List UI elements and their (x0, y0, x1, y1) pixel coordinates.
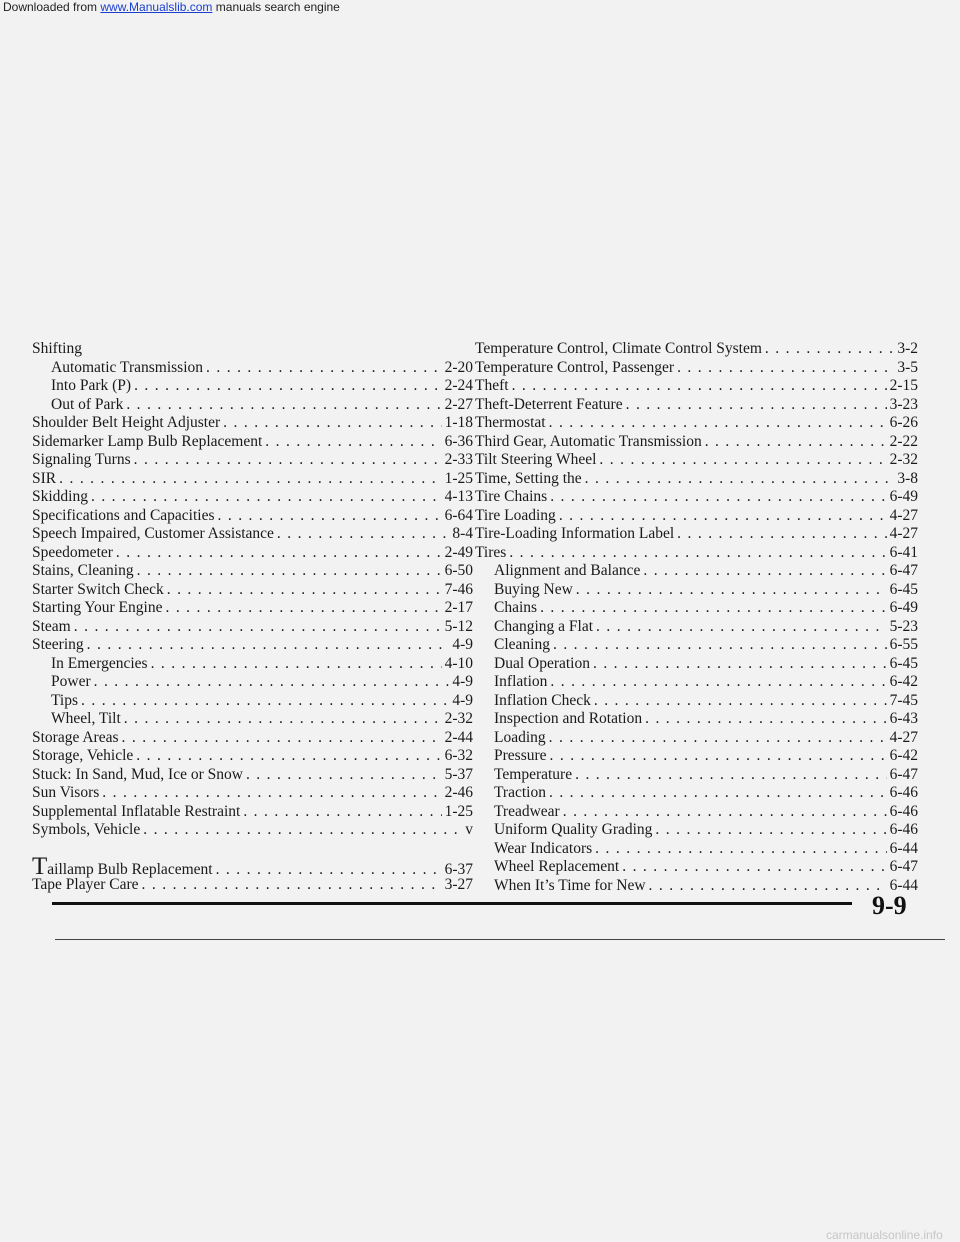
entry-label: Tips (51, 691, 79, 709)
dot-leader (765, 340, 894, 359)
dot-leader (585, 470, 895, 489)
page-reference: 4-9 (452, 673, 473, 690)
page-reference: 6-47 (889, 562, 918, 579)
index-entry (32, 803, 473, 822)
index-subentry (475, 636, 918, 655)
page-reference: v (465, 821, 473, 838)
dot-leader (550, 488, 886, 507)
page-reference: 6-42 (889, 747, 918, 764)
header-suffix: manuals search engine (212, 0, 340, 14)
entry-label: Traction (494, 784, 546, 801)
dot-leader (550, 673, 886, 692)
entry-label: Temperature Control, Passenger (475, 358, 675, 376)
index-entry (475, 414, 918, 433)
entry-label: Tilt Steering Wheel (475, 451, 597, 468)
manualslib-link[interactable]: www.Manualslib.com (100, 0, 213, 14)
page-reference: 1-18 (444, 414, 473, 431)
entry-label: Starter Switch Check (32, 580, 164, 598)
entry-label: Storage, Vehicle (32, 747, 134, 764)
dot-leader (549, 729, 887, 748)
page-reference: 3-5 (897, 358, 918, 376)
page-reference: 6-26 (889, 414, 918, 431)
page-reference: 4-9 (452, 691, 473, 709)
index-entry (475, 507, 918, 526)
entry-label: Tires (475, 543, 507, 561)
index-heading (32, 340, 473, 359)
dot-leader (122, 729, 442, 748)
dot-leader (126, 396, 441, 415)
dot-leader (553, 636, 887, 655)
page-reference: 3-8 (897, 469, 918, 487)
index-subentry (32, 359, 473, 378)
index-subentry (32, 710, 473, 729)
dot-leader (81, 692, 449, 711)
dot-leader (124, 710, 442, 729)
index-entry (32, 766, 473, 785)
page-reference: 6-45 (889, 580, 918, 598)
entry-label: Wear Indicators (494, 839, 593, 857)
dot-leader (94, 673, 450, 692)
header-prefix: Downloaded from (3, 0, 101, 14)
index-column-right (475, 340, 918, 895)
index-entry (475, 359, 918, 378)
index-subentry (475, 599, 918, 618)
entry-label-text: aillamp Bulb Replacement (47, 860, 213, 878)
index-subentry (475, 877, 918, 896)
entry-label: Third Gear, Automatic Transmission (475, 432, 702, 450)
index-subentry (32, 396, 473, 415)
dot-leader (265, 433, 441, 452)
footer-rule-thin (55, 939, 945, 940)
entry-label: Stains, Cleaning (32, 562, 134, 579)
page-reference: 6-47 (889, 858, 918, 875)
index-entry (32, 784, 473, 803)
entry-label: Specifications and Capacities (32, 506, 215, 524)
index-subentry (32, 673, 473, 692)
footer-watermark: carmanualsonline.info (826, 1228, 943, 1242)
page-reference: 5-12 (444, 617, 473, 635)
entry-label: Loading (494, 728, 546, 746)
page-reference: 2-27 (444, 395, 473, 413)
page-reference: 3-27 (444, 876, 473, 893)
page-reference: 4-27 (889, 728, 918, 746)
dot-leader (134, 377, 442, 396)
index-subentry (32, 377, 473, 396)
dot-leader (87, 636, 450, 655)
index-entry (32, 414, 473, 433)
page-reference: 2-32 (444, 710, 473, 727)
page-reference: 2-22 (889, 432, 918, 450)
entry-label: Theft (475, 377, 509, 394)
page-reference: 8-4 (452, 525, 473, 542)
entry-label: Skidding (32, 488, 88, 505)
dot-leader (243, 803, 441, 822)
entry-label: Starting Your Engine (32, 599, 163, 616)
index-entry (32, 852, 473, 880)
index-subentry (475, 840, 918, 859)
page-reference: 2-24 (444, 377, 473, 394)
index-entry (32, 581, 473, 600)
page-reference: 6-45 (889, 654, 918, 672)
dot-leader (137, 562, 442, 581)
entry-label: Treadwear (494, 802, 560, 820)
page-reference: 6-41 (889, 543, 918, 561)
entry-label: Alignment and Balance (494, 562, 641, 579)
page-reference: 4-27 (889, 525, 918, 542)
entry-label: Symbols, Vehicle (32, 821, 141, 838)
index-entry (32, 433, 473, 452)
dot-leader (512, 377, 887, 396)
page-reference: 6-36 (444, 432, 473, 450)
index-subentry (475, 618, 918, 637)
index-entry (475, 488, 918, 507)
dot-leader (143, 821, 462, 840)
footer-rule-thick (52, 902, 852, 905)
dot-leader (705, 433, 887, 452)
entry-label: Out of Park (51, 395, 124, 413)
dot-leader (550, 747, 887, 766)
dot-leader (575, 766, 886, 785)
page-reference: 7-45 (889, 691, 918, 709)
dot-leader (509, 544, 886, 563)
index-entry (32, 488, 473, 507)
dot-leader (626, 396, 887, 415)
page-reference: 1-25 (444, 802, 473, 820)
index-entry (475, 377, 918, 396)
entry-label: Wheel, Tilt (51, 710, 121, 727)
page-reference: 4-10 (444, 654, 473, 672)
page-reference: 6-32 (444, 747, 473, 764)
dot-leader (74, 618, 442, 637)
entry-label: Tape Player Care (32, 876, 139, 893)
entry-label: SIR (32, 469, 57, 487)
entry-label: Signaling Turns (32, 451, 131, 468)
index-subentry (475, 803, 918, 822)
dot-leader (277, 525, 449, 544)
dot-leader (165, 599, 441, 618)
index-entry (475, 340, 918, 359)
index-entry (32, 636, 473, 655)
page-reference: 2-49 (444, 543, 473, 561)
entry-label: Changing a Flat (494, 617, 594, 635)
page-reference: 6-43 (889, 710, 918, 727)
index-subentry (475, 692, 918, 711)
entry-label: When It’s Time for New (494, 876, 646, 894)
index-entry (32, 821, 473, 840)
entry-label: Sidemarker Lamp Bulb Replacement (32, 432, 263, 450)
entry-label: Inflation (494, 673, 548, 690)
dot-leader (136, 747, 441, 766)
index-subentry (475, 821, 918, 840)
page-reference: 2-32 (889, 451, 918, 468)
entry-label: Speedometer (32, 543, 113, 561)
index-subentry (475, 673, 918, 692)
entry-label: Chains (494, 599, 538, 616)
index-entry (32, 876, 473, 895)
dot-leader (677, 359, 894, 378)
page-reference: 2-46 (444, 784, 473, 801)
entry-label: Pressure (494, 747, 547, 764)
dot-leader (596, 618, 887, 637)
page-reference: 3-23 (889, 395, 918, 413)
index-entry (475, 433, 918, 452)
index-subentry (475, 784, 918, 803)
index-entry (32, 507, 473, 526)
page-reference: 6-46 (889, 802, 918, 820)
dot-leader (655, 821, 886, 840)
entry-label: Automatic Transmission (51, 358, 204, 376)
index-entry (32, 618, 473, 637)
index-subentry (475, 729, 918, 748)
index-entry (32, 562, 473, 581)
index-entry (32, 470, 473, 489)
page-reference: 6-49 (889, 599, 918, 616)
page-reference: 2-44 (444, 728, 473, 746)
entry-label: Stuck: In Sand, Mud, Ice or Snow (32, 765, 243, 783)
dot-leader (549, 784, 887, 803)
index-subentry (32, 655, 473, 674)
index-entry (32, 747, 473, 766)
dot-leader (134, 451, 442, 470)
index-entry (475, 470, 918, 489)
page-reference: 1-25 (444, 469, 473, 487)
page-reference: 6-64 (444, 506, 473, 524)
dot-leader (622, 858, 886, 877)
entry-label: Dual Operation (494, 654, 590, 672)
entry-label: Inflation Check (494, 691, 591, 709)
entry-label: Inspection and Rotation (494, 710, 643, 727)
page-reference: 6-42 (889, 673, 918, 690)
entry-label: Speech Impaired, Customer Assistance (32, 525, 274, 542)
entry-label: Temperature Control, Climate Control System (475, 340, 762, 357)
index-entry (32, 544, 473, 563)
index-entry (475, 451, 918, 470)
dot-leader (595, 840, 886, 859)
entry-label: Steering (32, 636, 84, 653)
dot-leader (576, 581, 887, 600)
index-entry (32, 599, 473, 618)
page-reference: 2-20 (444, 358, 473, 376)
page-reference: 2-33 (444, 451, 473, 468)
index-subentry (32, 692, 473, 711)
dot-leader (540, 599, 887, 618)
entry-label: Thermostat (475, 414, 546, 431)
page-reference: 6-55 (889, 636, 918, 653)
dot-leader (559, 507, 887, 526)
entry-label: Sun Visors (32, 784, 100, 801)
dot-leader (645, 710, 886, 729)
page-number: 9-9 (872, 891, 907, 920)
dot-leader (91, 488, 442, 507)
index-subentry (475, 747, 918, 766)
dot-leader (246, 766, 442, 785)
dot-leader (599, 451, 886, 470)
entry-label: Tire Chains (475, 488, 548, 505)
entry-label: Tire-Loading Information Label (475, 525, 675, 542)
dot-leader (59, 470, 441, 489)
index-entry (32, 729, 473, 748)
index-subentry (475, 766, 918, 785)
page-reference: 7-46 (444, 580, 473, 598)
dot-leader (116, 544, 442, 563)
entry-label: Tire Loading (475, 506, 556, 524)
page-reference: 4-9 (452, 636, 473, 653)
page-reference: 4-13 (444, 488, 473, 505)
index-spacer (32, 840, 473, 858)
page-reference: 4-27 (889, 506, 918, 524)
dot-leader (643, 562, 886, 581)
entry-label: Temperature (494, 765, 573, 783)
index-subentry (475, 655, 918, 674)
page-reference: 6-50 (444, 562, 473, 579)
entry-label: Time, Setting the (475, 469, 582, 487)
drop-cap-letter: T (32, 852, 48, 880)
page-reference: 6-44 (889, 839, 918, 857)
entry-label: Theft-Deterrent Feature (475, 395, 623, 413)
dot-leader (563, 803, 887, 822)
dot-leader (142, 876, 442, 895)
index-entry (32, 525, 473, 544)
entry-label: In Emergencies (51, 654, 148, 672)
index-subentry (475, 858, 918, 877)
entry-label: Into Park (P) (51, 377, 132, 394)
entry-label: Wheel Replacement (494, 858, 620, 875)
entry-label: Steam (32, 617, 71, 635)
dot-leader (223, 414, 441, 433)
index-column-left (32, 340, 473, 895)
page-reference: 6-46 (889, 821, 918, 838)
index-subentry (475, 581, 918, 600)
download-header (3, 0, 340, 14)
index-entry (475, 396, 918, 415)
index-entry (475, 525, 918, 544)
entry-label: Supplemental Inflatable Restraint (32, 802, 241, 820)
entry-label: Shifting (32, 340, 82, 357)
dot-leader (677, 525, 886, 544)
dot-leader (218, 507, 442, 526)
dot-leader (649, 877, 887, 896)
dot-leader (594, 692, 887, 711)
entry-label: Power (51, 673, 91, 690)
index-entry (475, 544, 918, 563)
page-reference: 2-17 (444, 599, 473, 616)
page-reference: 6-37 (444, 860, 473, 878)
page-reference: 6-47 (889, 765, 918, 783)
dot-leader (167, 581, 442, 600)
page-reference: 6-44 (889, 876, 918, 894)
dot-leader (549, 414, 887, 433)
page-reference: 5-37 (444, 765, 473, 783)
entry-label: Storage Areas (32, 728, 119, 746)
entry-label: Shoulder Belt Height Adjuster (32, 414, 221, 431)
page-reference: 6-49 (889, 488, 918, 505)
page-reference: 5-23 (889, 617, 918, 635)
dot-leader (206, 359, 442, 378)
page-reference: 6-46 (889, 784, 918, 801)
index-entry (32, 451, 473, 470)
page-reference: 2-15 (889, 377, 918, 394)
index-subentry (475, 710, 918, 729)
dot-leader (151, 655, 442, 674)
entry-label: Cleaning (494, 636, 550, 653)
dot-leader (593, 655, 887, 674)
entry-label: Uniform Quality Grading (494, 821, 653, 838)
page-reference: 3-2 (897, 340, 918, 357)
index-subentry (475, 562, 918, 581)
dot-leader (102, 784, 441, 803)
entry-label: Buying New (494, 580, 573, 598)
